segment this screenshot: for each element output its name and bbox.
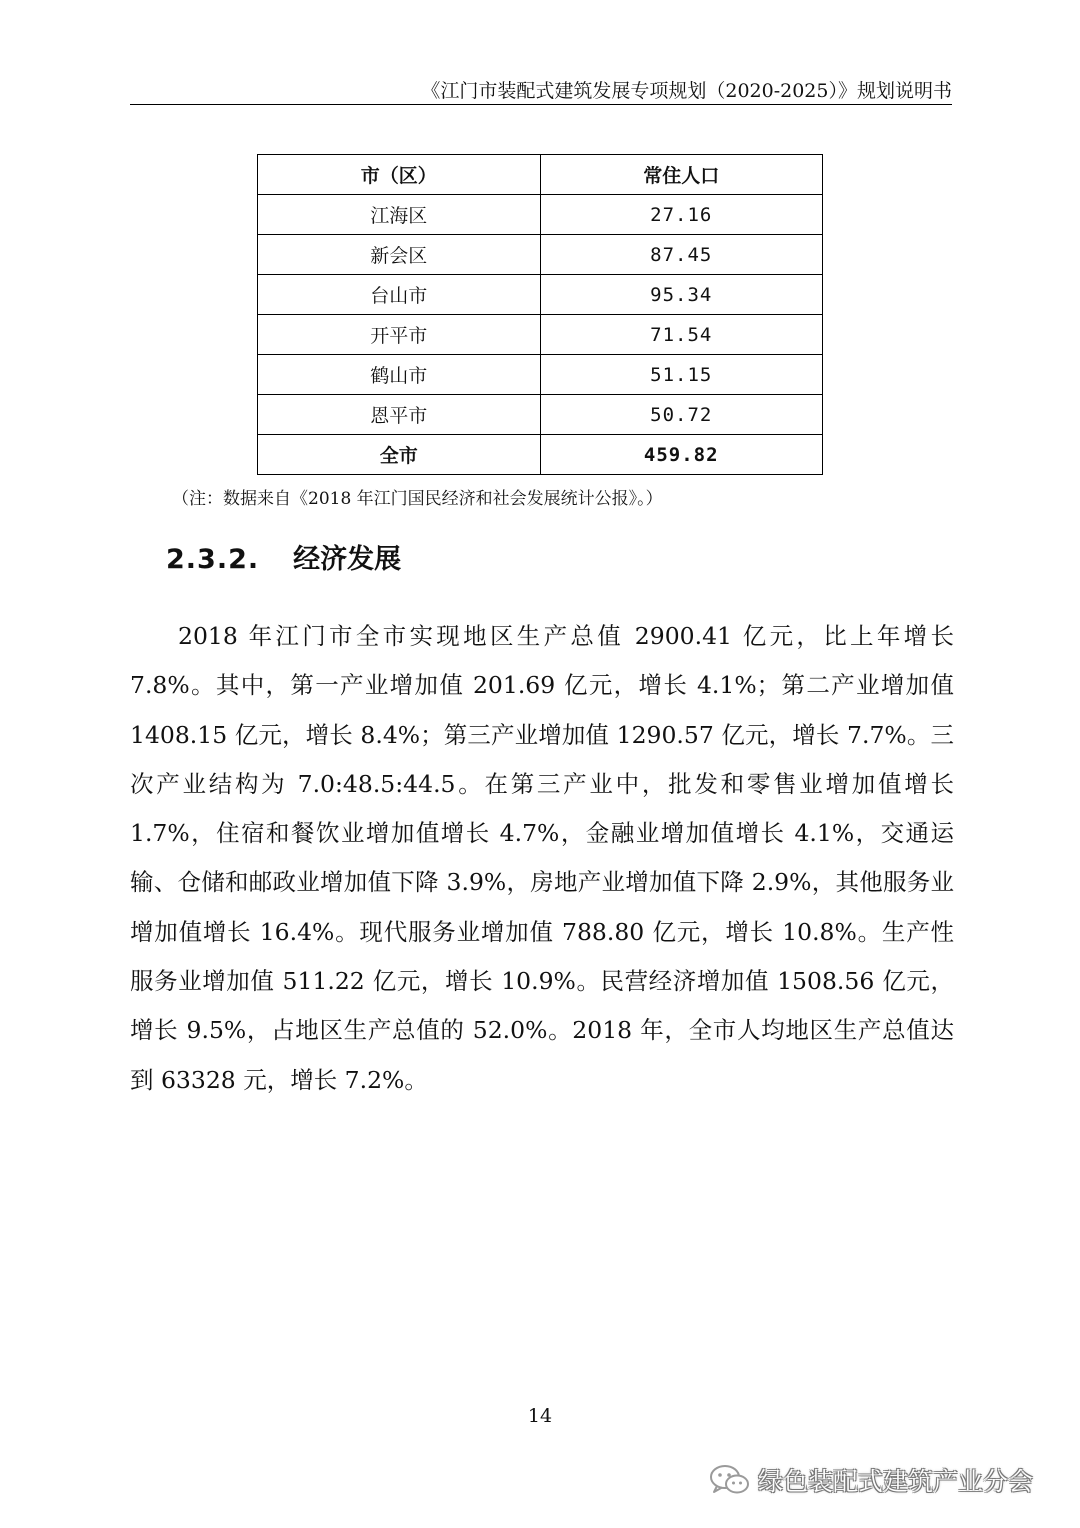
watermark-text: 绿色装配式建筑产业分会 — [758, 1467, 1034, 1496]
cell-population: 51.15 — [540, 355, 823, 395]
section-number: 2.3.2. — [166, 544, 260, 575]
table-note: （注：数据来自《2018 年江门国民经济和社会发展统计公报》。） — [172, 489, 663, 509]
header-rule — [130, 104, 952, 105]
table-row — [258, 235, 823, 275]
cell-area: 新会区 — [258, 235, 541, 275]
cell-population: 71.54 — [540, 315, 823, 355]
running-header: 《江门市装配式建筑发展专项规划（2020-2025）》规划说明书 — [421, 80, 952, 102]
column-header-population: 常住人口 — [540, 155, 823, 195]
cell-area: 恩平市 — [258, 395, 541, 435]
table-row — [258, 395, 823, 435]
cell-area: 开平市 — [258, 315, 541, 355]
cell-population: 95.34 — [540, 275, 823, 315]
total-area: 全市 — [258, 435, 541, 475]
wechat-icon — [708, 1463, 752, 1497]
cell-population: 87.45 — [540, 235, 823, 275]
population-table — [257, 154, 823, 475]
table-row — [258, 275, 823, 315]
body-paragraph: 2018 年江门市全市实现地区生产总值 2900.41 亿元，比上年增长 7.8%。其中，第一产业增加值 201.69 亿元，增长 4.1%；第二产业增加值 1408.15 亿元，增长 8.4%；第三产业增加值 1290.57 亿元，增长 7.7%。三次产业结构为 7.0:48.5:44.5。在第三产业中，批发和零售业增加值增长 1.7%，住宿和餐饮业增加值增长 4.7%，金融业增加值增长 4.1%，交通运输、仓储和邮政业增加值下降 3.9%，房地产业增加值下降 2.9%，其他服务业增加值增长 16.4%。现代服务业增加值 788.80 亿元，增长 10.8%。生产性服务业增加值 511.22 亿元，增长 10.9%。民营经济增加值 1508.56 亿元，增长 9.5%，占地区生产总值的 52.0%。2018 年，全市人均地区生产总值达到 63328 元，增长 7.2%。 — [130, 622, 954, 1094]
section-heading — [166, 540, 401, 580]
cell-population: 50.72 — [540, 395, 823, 435]
watermark — [708, 1462, 1033, 1498]
table-row — [258, 355, 823, 395]
table-row — [258, 315, 823, 355]
table-header-row — [258, 155, 823, 195]
page-number: 14 — [527, 1405, 553, 1427]
table-total-row — [258, 435, 823, 475]
cell-area: 鹤山市 — [258, 355, 541, 395]
cell-area: 台山市 — [258, 275, 541, 315]
section-title: 经济发展 — [293, 544, 402, 575]
table-row — [258, 195, 823, 235]
column-header-area: 市（区） — [258, 155, 541, 195]
cell-population: 27.16 — [540, 195, 823, 235]
total-population: 459.82 — [540, 435, 823, 475]
cell-area: 江海区 — [258, 195, 541, 235]
